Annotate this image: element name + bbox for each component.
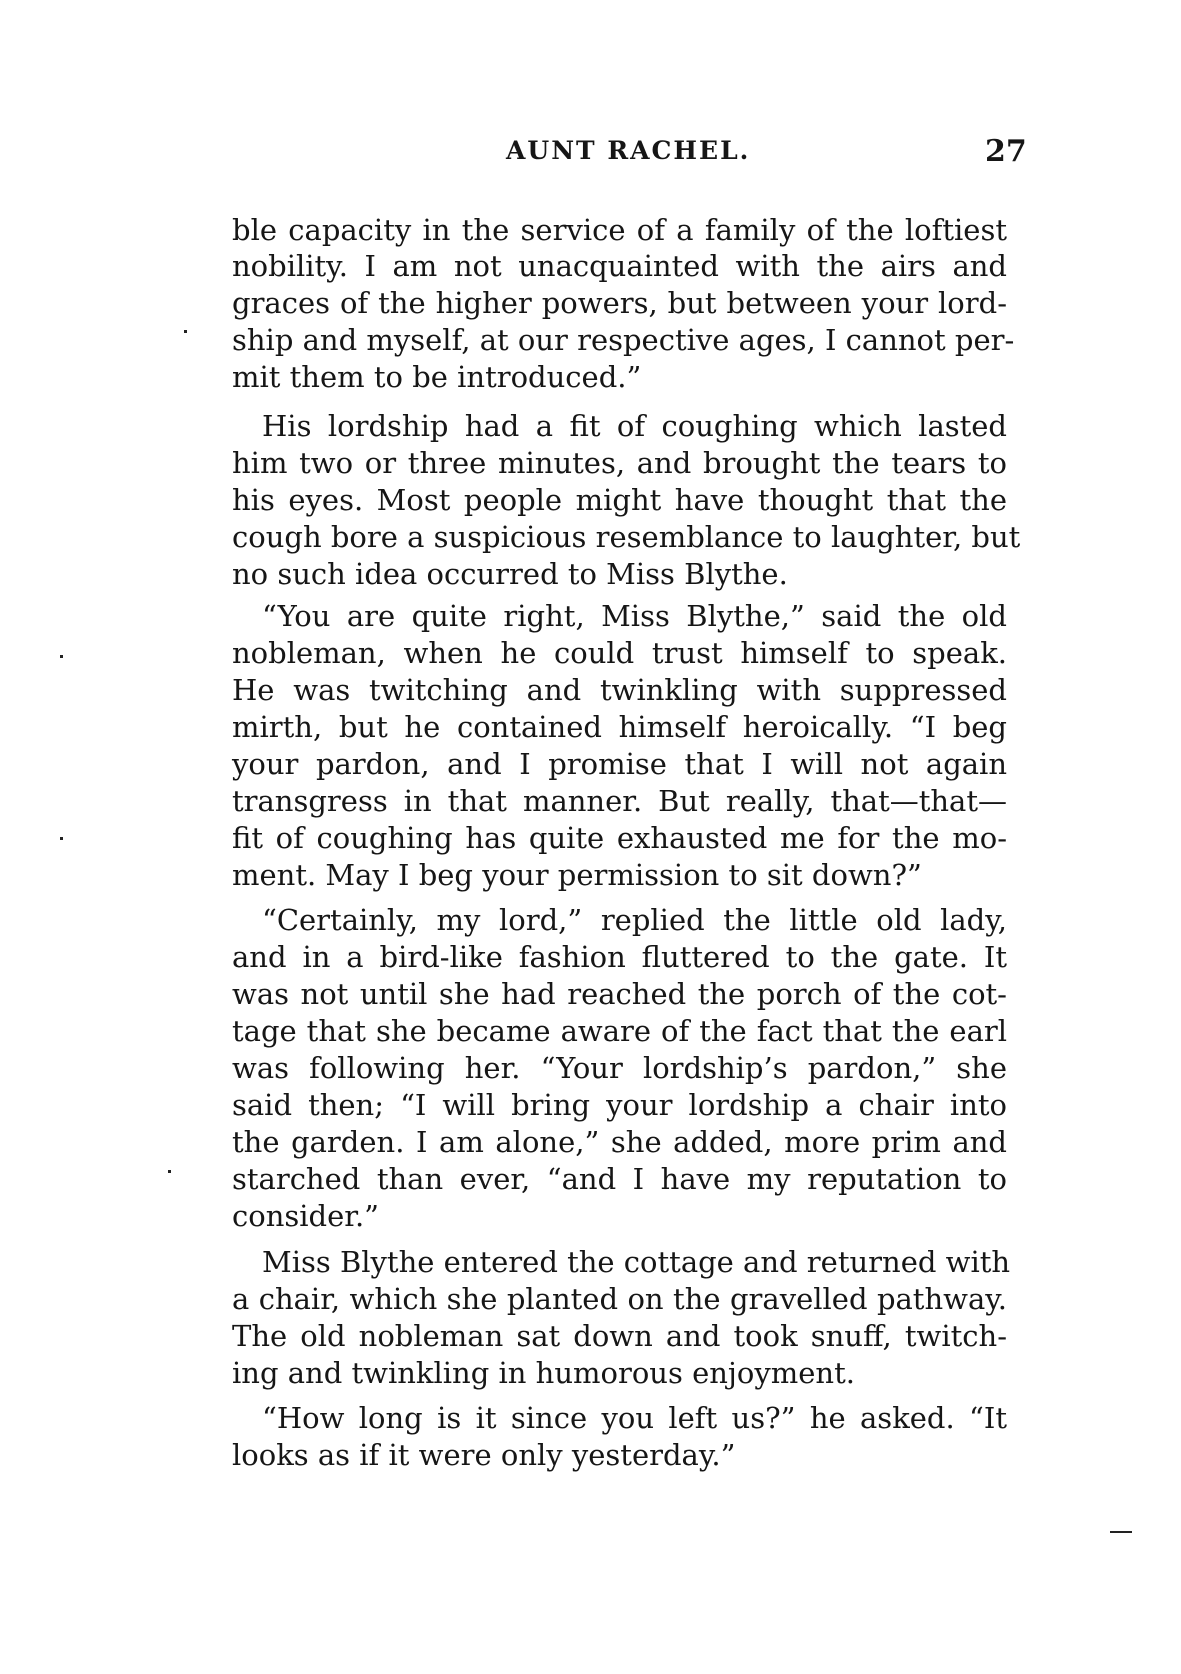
page-number: 27: [985, 134, 1027, 169]
text-line: no such idea occurred to Miss Blythe.: [232, 557, 788, 591]
text-line: the garden. I am alone,” she added, more prim and: [232, 1125, 1007, 1159]
text-line: “How long is it since you left us?” he asked. “It: [262, 1401, 1007, 1435]
text-line: said then; “I will bring your lordship a chair into: [232, 1088, 1007, 1122]
text-line: ship and myself, at our respective ages, I cannot per-: [232, 323, 1015, 357]
text-line: mit them to be introduced.”: [232, 360, 642, 394]
text-line: The old nobleman sat down and took snuff, twitch-: [232, 1319, 1007, 1353]
text-line: ment. May I beg your permission to sit down?”: [232, 858, 922, 892]
text-line: tage that she became aware of the fact that the earl: [232, 1014, 1007, 1048]
text-line: starched than ever, “and I have my reputation to: [232, 1162, 1007, 1196]
text-line: nobility. I am not unacquainted with the airs and: [232, 249, 1007, 283]
text-line: ing and twinkling in humorous enjoyment.: [232, 1356, 855, 1390]
scan-speck: [168, 1170, 171, 1173]
text-line: fit of coughing has quite exhausted me for the mo-: [232, 821, 1007, 855]
text-line: His lordship had a fit of coughing which lasted: [262, 409, 1007, 443]
text-line: “Certainly, my lord,” replied the little old lady,: [262, 903, 1007, 937]
text-line: transgress in that manner. But really, that—that—: [232, 784, 1007, 818]
text-line: Miss Blythe entered the cottage and returned with: [262, 1245, 1011, 1279]
running-title: AUNT RACHEL.: [506, 136, 751, 165]
text-line: was following her. “Your lordship’s pardon,” she: [232, 1051, 1007, 1085]
text-line: was not until she had reached the porch of the cot-: [232, 977, 1007, 1011]
text-line: looks as if it were only yesterday.”: [232, 1438, 736, 1472]
text-line: a chair, which she planted on the gravelled pathway.: [232, 1282, 1007, 1316]
scan-mark: [1110, 1531, 1132, 1533]
text-line: nobleman, when he could trust himself to speak.: [232, 636, 1007, 670]
scan-speck: [184, 330, 187, 333]
text-line: mirth, but he contained himself heroically. “I beg: [232, 710, 1007, 744]
text-line: “You are quite right, Miss Blythe,” said the old: [262, 599, 1007, 633]
text-line: cough bore a suspicious resemblance to laughter, but: [232, 520, 1021, 554]
text-line: ble capacity in the service of a family of the loftiest: [232, 213, 1007, 247]
text-line: him two or three minutes, and brought the tears to: [232, 446, 1007, 480]
text-line: your pardon, and I promise that I will not again: [232, 747, 1007, 781]
text-line: graces of the higher powers, but between your lord-: [232, 286, 1007, 320]
scan-speck: [60, 655, 63, 658]
text-line: consider.”: [232, 1199, 379, 1233]
text-line: his eyes. Most people might have thought that the: [232, 483, 1007, 517]
text-line: and in a bird-like fashion fluttered to the gate. It: [232, 940, 1007, 974]
scan-speck: [60, 837, 63, 840]
text-line: He was twitching and twinkling with suppressed: [232, 673, 1007, 707]
